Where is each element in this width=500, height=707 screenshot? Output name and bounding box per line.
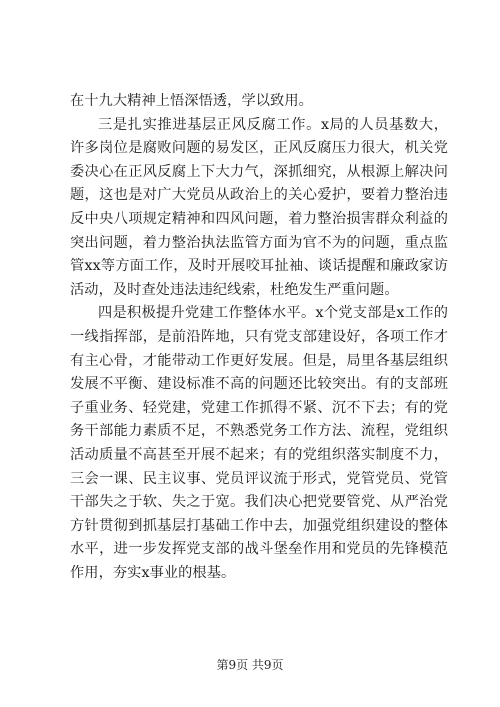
paragraph-continuation: 在十九大精神上悟深悟透，学以致用。 xyxy=(70,93,313,109)
paragraph-point-three: 三是扎实推进基层正风反腐工作。x局的人员基数大，许多岗位是腐败问题的易发区，正风反腐压力很大，机关党委决心在正风反腐上下大力气，深抓细究，从根源上解决问题，这也是对广大党员从政治上的关心爱护，要着力整治违反中央八项规定精神和四风问题，着力整治损害群众利益的突出问题，着力整治执法监管方面为官不为的问题，重点监管xx等方面工作，及时开展咬耳扯袖、谈话提醒和廉政家访活动，及时查处违法违纪线索，杜绝发生严重问题。 xyxy=(70,116,448,298)
document-body xyxy=(70,90,448,585)
paragraph-point-four: 四是积极提升党建工作整体水平。x个党支部是x工作的一线指挥部，是前沿阵地，只有党支部建设好，各项工作才有主心骨，才能带动工作更好发展。但是，局里各基层组织发展不平衡、建设标准不高的问题还比较突出。有的支部班子重业务、轻党建，党建工作抓得不紧、沉不下去；有的党务干部能力素质不足，不熟悉党务工作方法、流程，党组织活动质量不高甚至开展不起来；有的党组织落实制度不力，三会一课、民主议事、党员评议流于形式，党管党员、党管干部失之于软、失之于宽。我们决心把党要管党、从严治党方针贯彻到抓基层打基础工作中去，加强党组织建设的整体水平，进一步发挥党支部的战斗堡垒作用和党员的先锋模范作用，夯实x事业的根基。 xyxy=(70,305,448,581)
page-number-footer: 第9页 共9页 xyxy=(216,658,284,672)
